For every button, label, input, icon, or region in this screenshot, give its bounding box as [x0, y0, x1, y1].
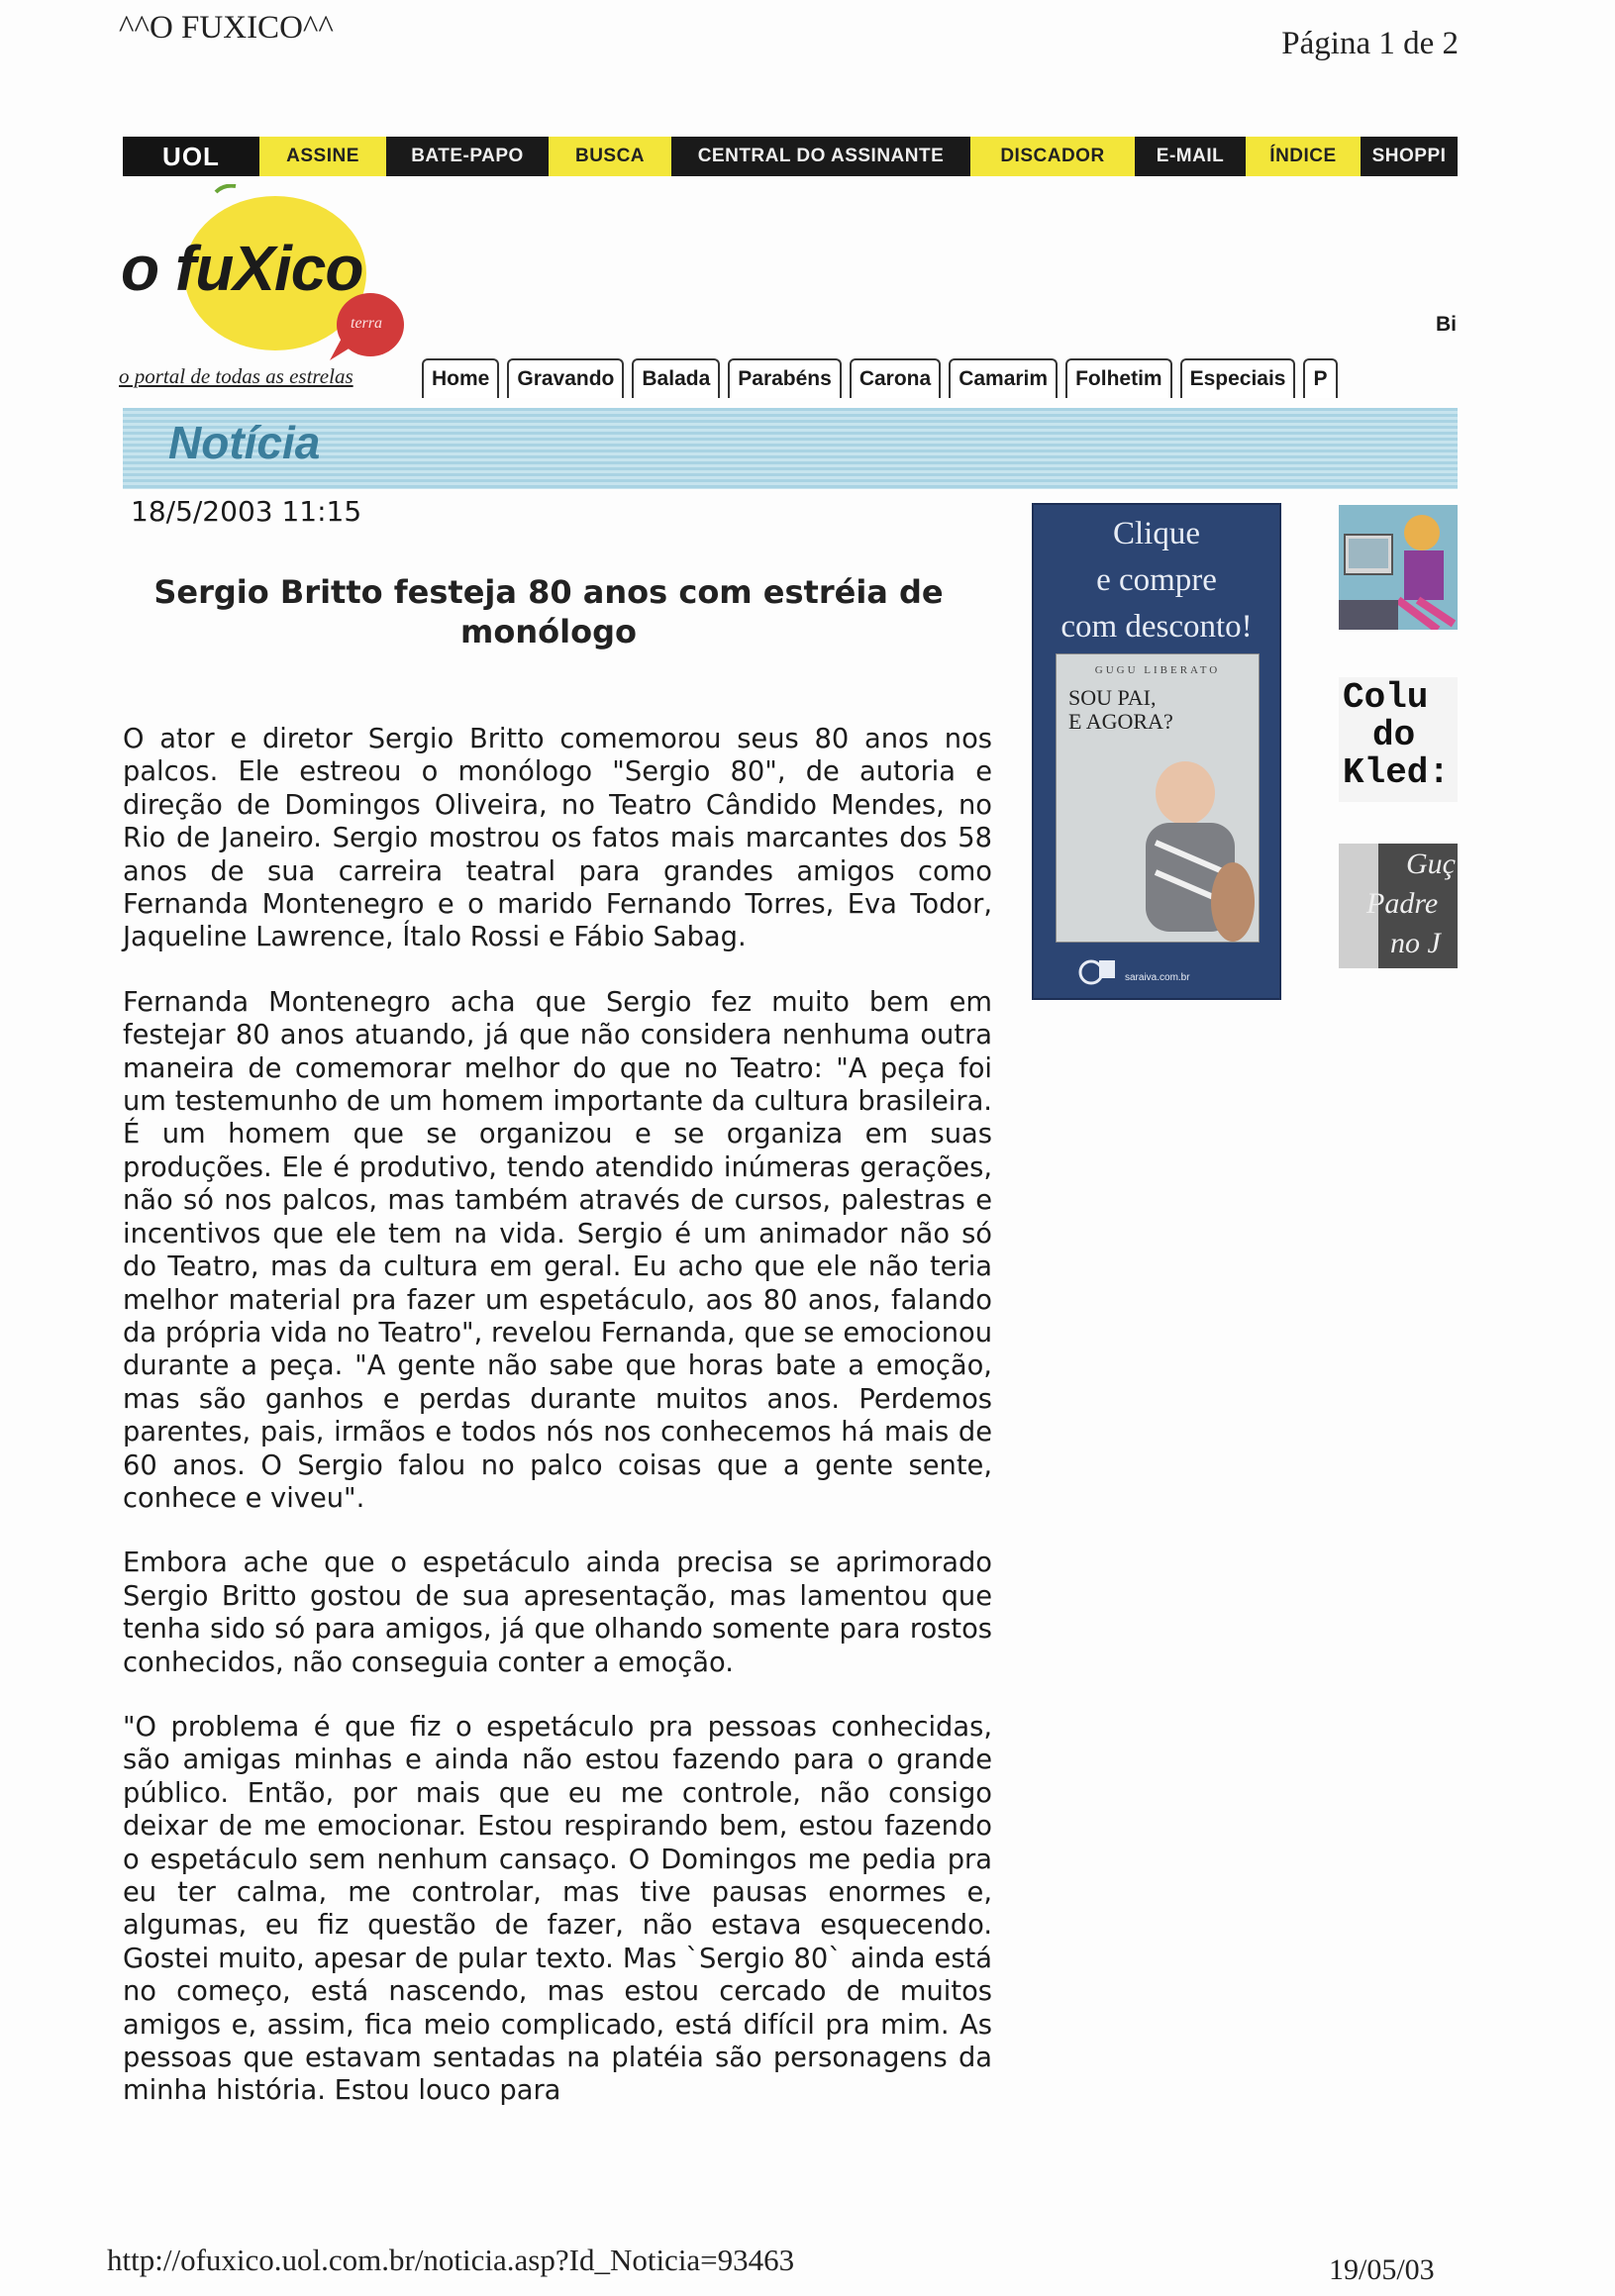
tab-label: Parabéns — [738, 367, 832, 390]
uol-logo-label: UOL — [162, 141, 220, 171]
cartoon-character-icon — [1339, 505, 1458, 630]
tab-especiais[interactable] — [1180, 358, 1296, 398]
side-thumb-cartoon[interactable] — [1339, 505, 1458, 630]
tab-folhetim[interactable] — [1065, 358, 1172, 398]
uol-link-central-do-assinante[interactable] — [671, 137, 970, 176]
book-ad-banner[interactable] — [1032, 503, 1281, 1000]
tab-label: Camarim — [959, 367, 1049, 390]
book-title-line: E AGORA? — [1068, 709, 1173, 734]
ad-line: e compre — [1096, 562, 1217, 598]
print-footer-url: http://ofuxico.uol.com.br/noticia.asp?Id_Noticia=93463 — [107, 2243, 795, 2277]
thumb-text: Colu — [1343, 677, 1429, 718]
tab-label: Folhetim — [1075, 367, 1162, 390]
thumb-text: Guç — [1406, 848, 1456, 880]
tab-label: Especiais — [1189, 367, 1286, 390]
article-paragraph: Embora ache que o espetáculo ainda precisa se aprimorado Sergio Britto gostou de sua apresentação, mas lamentou que tenha sido só para amigos, já que olhando somente para rostos conhecidos, não conseguia conter a emoção. — [123, 1547, 992, 1678]
article-paragraph: Fernanda Montenegro acha que Sergio fez muito bem em festejar 80 anos atuando, já que não considera nenhuma outra maneira de comemorar melhor do que no Teatro: "A peça foi um testemunho de um homem importante da cultura brasileira. É um homem que se organizou e se organiza em suas produções. Ele é produtivo, tendo atendido inúmeras gerações, não só nos palcos, mas também através de cursos, palestras e incentivos que ele tem na vida. Sergio é um animador não só do Teatro, mas da cultura em geral. Eu acho que ele não teria melhor material pra fazer um espetáculo, aos 80 anos, falando da própria vida no Teatro", revelou Fernanda, que se emocionou durante a peça. "A gente não sabe que horas bate a emoção, mas são ganhos e perdas durante muitos anos. Perdemos parentes, pais, irmãos e todos nós nos conhecemos há mais de 60 anos. O Sergio falou no palco coisas que a gente sente, conhece e viveu". — [123, 986, 992, 1514]
uol-link-indice[interactable] — [1246, 137, 1361, 176]
uol-link-label: BUSCA — [574, 146, 646, 166]
article-paragraph: O ator e diretor Sergio Britto comemorou seus 80 anos nos palcos. Ele estreou o monólogo "Sergio 80", de autoria e direção de Domingos Oliveira, no Teatro Cândido Mendes, no Rio de Janeiro. Sergio mostrou os fatos mais marcantes dos 58 anos de sua carreira teatral para grandes amigos como Fernanda Montenegro e o marido Fernando Torres, Eva Todor, Jaqueline Lawrence, Ítalo Rossi e Fábio Sabag. — [123, 724, 992, 953]
uol-link-shopping[interactable] — [1361, 137, 1458, 176]
article-body — [123, 723, 992, 2140]
thumb-text: Padre — [1366, 887, 1439, 920]
book-cover — [1056, 653, 1260, 943]
article-headline — [143, 572, 955, 651]
book-title — [1068, 686, 1173, 734]
thumb-text: do — [1372, 715, 1416, 755]
tab-label: P — [1313, 367, 1328, 390]
site-logo[interactable] — [117, 184, 424, 382]
tab-home[interactable] — [422, 358, 499, 398]
tab-label: Gravando — [517, 367, 615, 390]
side-thumb-coluna[interactable] — [1339, 677, 1458, 802]
uol-link-discador[interactable] — [970, 137, 1135, 176]
tab-parabens[interactable] — [728, 358, 842, 398]
tab-label: Balada — [642, 367, 711, 390]
uol-link-label: DISCADOR — [1000, 146, 1105, 166]
book-title-line: SOU PAI, — [1068, 685, 1157, 710]
uol-link-label: E-MAIL — [1156, 146, 1225, 166]
logo-badge: terra — [351, 315, 382, 332]
site-tagline: o portal de todas as estrelas — [119, 364, 353, 388]
ad-line: Clique — [1113, 516, 1200, 551]
book-shop-icon — [1077, 956, 1117, 986]
uol-link-label: ASSINE — [286, 146, 359, 166]
headline-line: Sergio Britto festeja 80 anos com estréia de — [153, 573, 944, 611]
logo-wordmark: o fuXico — [121, 233, 363, 304]
print-header-title: ^^O FUXICO^^ — [119, 10, 334, 46]
tab-gravando[interactable] — [507, 358, 624, 398]
tab-label: Home — [432, 367, 490, 390]
tab-label: Carona — [858, 367, 932, 390]
ad-site-url: saraiva.com.br — [1125, 972, 1190, 983]
tab-camarim[interactable] — [949, 358, 1058, 398]
tab-more[interactable] — [1303, 358, 1337, 398]
thumb-text: Kled: — [1343, 752, 1451, 793]
uol-navigation-bar — [123, 137, 1458, 176]
article-paragraph: "O problema é que fiz o espetáculo pra pessoas conhecidas, são amigas minhas e ainda não estou fazendo para o grande público. Então, por mais que eu me controle, não consigo deixar de me emocionar. Estou respirando bem, estou fazendo o espetáculo sem nenhum cansaço. O Domingos me pedia pra eu ter calma, me controlar, mas tive pausas enormes e, algumas, eu fiz questão de fazer, não estava esquecendo. Gostei muito, apesar de pular texto. Mas `Sergio 80` ainda está no começo, está nascendo, mas estou cercado de muitos amigos e, assim, fica meio complicado, está difícil pra mim. As pessoas que estavam sentadas na platéia são personagens da minha história. Estou louco para — [123, 1711, 992, 2107]
print-footer-date: 19/05/03 — [1329, 2253, 1435, 2286]
section-title: Notícia — [168, 417, 321, 468]
uol-link-bate-papo[interactable] — [386, 137, 549, 176]
book-author: GUGU LIBERATO — [1094, 664, 1221, 676]
uol-logo-link[interactable] — [123, 137, 259, 176]
headline-line: monólogo — [460, 613, 637, 650]
uol-link-busca[interactable] — [549, 137, 671, 176]
section-tabs — [422, 358, 1458, 404]
side-fragment-text: Bi — [1436, 313, 1457, 336]
print-page-number: Página 1 de 2 — [1281, 26, 1459, 61]
ad-headline — [1034, 511, 1279, 650]
ad-line: com desconto! — [1060, 609, 1253, 645]
baby-photo-icon — [1116, 753, 1255, 942]
uol-link-label: SHOPPI — [1371, 146, 1447, 166]
uol-link-label: BATE-PAPO — [411, 146, 524, 166]
uol-link-label: CENTRAL DO ASSINANTE — [697, 146, 945, 166]
section-header-bar — [123, 408, 1458, 489]
uol-link-label: ÍNDICE — [1269, 146, 1337, 166]
tab-balada[interactable] — [632, 358, 720, 398]
side-thumb-gugu[interactable] — [1339, 844, 1458, 968]
uol-link-assine[interactable] — [259, 137, 386, 176]
tab-carona[interactable] — [850, 358, 941, 398]
thumb-text: no J — [1390, 927, 1441, 959]
article-timestamp: 18/5/2003 11:15 — [131, 495, 362, 528]
uol-link-email[interactable] — [1135, 137, 1246, 176]
